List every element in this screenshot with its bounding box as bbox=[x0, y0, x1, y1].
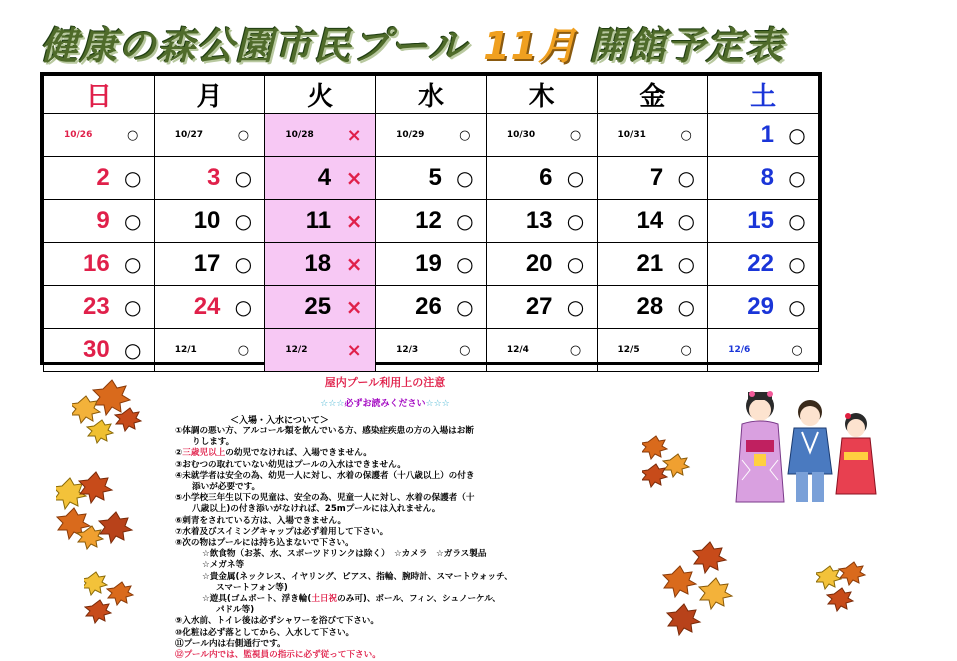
day-number: 9 bbox=[96, 207, 110, 234]
rules-section-title: ＜入場・入水について＞ bbox=[230, 416, 329, 426]
day-number: 14 bbox=[636, 207, 664, 234]
rule-line: ⑧次の物はプールには持ち込まないで下さい。 bbox=[175, 538, 354, 549]
calendar-day-cell bbox=[154, 157, 265, 200]
rule-text: ☆遊具(ゴムボート、浮き輪( bbox=[202, 594, 312, 605]
calendar-day-cell bbox=[154, 200, 265, 243]
rule-line: ⑨入水前、トイレ後は必ずシャワーを浴びて下さい。 bbox=[175, 616, 379, 627]
rule-line: ☆貴金属(ネックレス、イヤリング、ピアス、指輪、腕時計、スマートウォッチ、 bbox=[202, 571, 513, 582]
open-mark-icon: ○ bbox=[234, 252, 253, 276]
rule-text: ② bbox=[175, 448, 183, 459]
rule-text: の幼児でなければ、入場できません。 bbox=[225, 448, 372, 459]
day-number: 12 bbox=[415, 207, 442, 234]
rules-subheading bbox=[145, 396, 625, 409]
autumn-leaves-icon bbox=[84, 566, 144, 626]
calendar-day-cell bbox=[708, 329, 819, 372]
rule-line: りします。 bbox=[192, 437, 235, 448]
day-number: 5 bbox=[428, 164, 442, 191]
open-mark-icon: ○ bbox=[456, 166, 474, 190]
calendar-week-row bbox=[44, 157, 819, 200]
leaf-icon bbox=[72, 396, 100, 423]
children-kimono-icon bbox=[712, 382, 884, 514]
open-mark-icon: ○ bbox=[123, 166, 142, 190]
adjacent-month-date: 12/3 bbox=[396, 345, 419, 355]
calendar-day-cell bbox=[486, 200, 597, 243]
calendar-day-cell bbox=[44, 286, 155, 329]
day-number: 30 bbox=[83, 336, 110, 363]
calendar-day-cell bbox=[597, 286, 708, 329]
star-icon: ☆☆☆ bbox=[320, 399, 345, 409]
calendar-day-cell bbox=[376, 157, 487, 200]
day-number: 17 bbox=[193, 250, 221, 277]
day-number: 13 bbox=[525, 207, 553, 234]
open-mark-icon: ○ bbox=[566, 252, 585, 276]
closed-mark-icon: × bbox=[346, 339, 362, 361]
open-mark-icon: ○ bbox=[234, 209, 253, 233]
calendar-day-cell bbox=[376, 286, 487, 329]
rule-line: ①体調の悪い方、アルコール類を飲んでいる方、感染症疾患の方の入場はお断 bbox=[175, 426, 474, 436]
rule-line: ⑩化粧は必ず落としてから、入水して下さい。 bbox=[175, 627, 355, 638]
calendar-day-cell bbox=[44, 157, 155, 200]
calendar-day-cell bbox=[376, 114, 487, 157]
leaf-icon bbox=[84, 572, 107, 595]
leaf-icon bbox=[642, 464, 667, 487]
open-mark-icon: ○ bbox=[234, 166, 253, 190]
leaf-icon bbox=[93, 380, 130, 415]
calendar-day-cell bbox=[44, 200, 155, 243]
open-mark-icon: ○ bbox=[456, 295, 474, 319]
day-number: 21 bbox=[636, 250, 664, 277]
open-mark-icon: ○ bbox=[791, 342, 803, 358]
open-mark-icon: ○ bbox=[569, 342, 582, 358]
small-girl-figure bbox=[836, 413, 876, 494]
rule-line: パドル等) bbox=[216, 605, 255, 616]
open-mark-icon: ○ bbox=[677, 252, 695, 276]
calendar-week-row bbox=[44, 329, 819, 372]
calendar-week-row bbox=[44, 286, 819, 329]
boy-figure bbox=[788, 400, 832, 502]
open-mark-icon: ○ bbox=[677, 209, 695, 233]
weekday-header: 土 bbox=[708, 76, 819, 114]
calendar-day-cell bbox=[708, 200, 819, 243]
open-mark-icon: ○ bbox=[459, 342, 471, 358]
open-mark-icon: ○ bbox=[127, 127, 139, 143]
calendar-day-cell bbox=[265, 286, 376, 329]
leaf-icon bbox=[99, 512, 132, 543]
leaf-icon bbox=[663, 454, 689, 477]
open-mark-icon: ○ bbox=[788, 209, 806, 233]
adjacent-month-date: 10/30 bbox=[506, 130, 536, 140]
calendar-day-cell bbox=[597, 200, 708, 243]
adjacent-month-date: 12/5 bbox=[617, 345, 640, 355]
open-mark-icon: ○ bbox=[237, 342, 250, 358]
day-number: 8 bbox=[760, 164, 774, 191]
calendar bbox=[40, 72, 822, 365]
day-number: 18 bbox=[304, 250, 332, 277]
girl-figure bbox=[736, 391, 784, 502]
open-mark-icon: ○ bbox=[123, 209, 142, 233]
open-mark-icon: ○ bbox=[566, 209, 585, 233]
day-number: 20 bbox=[525, 250, 553, 277]
day-number: 11 bbox=[305, 207, 332, 234]
rules-subheading-text: 必ずお読みください bbox=[344, 399, 426, 409]
closed-mark-icon: × bbox=[346, 124, 362, 146]
calendar-day-cell bbox=[486, 329, 597, 372]
open-mark-icon: ○ bbox=[566, 166, 585, 190]
calendar-day-cell bbox=[154, 329, 265, 372]
leaf-icon bbox=[642, 436, 667, 459]
closed-mark-icon: × bbox=[345, 209, 363, 233]
leaf-icon bbox=[115, 408, 141, 431]
rule-line: 添いが必要です。 bbox=[192, 482, 261, 493]
day-number: 15 bbox=[747, 207, 774, 234]
autumn-leaves-icon bbox=[660, 538, 744, 642]
weekday-header: 金 bbox=[597, 76, 708, 114]
open-mark-icon: ○ bbox=[680, 342, 692, 358]
day-number: 16 bbox=[83, 250, 110, 277]
calendar-day-cell bbox=[708, 157, 819, 200]
day-number: 26 bbox=[415, 293, 442, 320]
calendar-body bbox=[44, 114, 819, 372]
day-number: 6 bbox=[539, 164, 553, 191]
weekday-header: 水 bbox=[376, 76, 487, 114]
autumn-leaves-icon bbox=[72, 376, 150, 444]
calendar-week-row bbox=[44, 200, 819, 243]
weekday-header: 月 bbox=[154, 76, 265, 114]
calendar-day-cell bbox=[44, 329, 155, 372]
rule-line: ⑤小学校三年生以下の児童は、安全の為、児童一人に対し、水着の保護者（十 bbox=[175, 493, 475, 504]
adjacent-month-date: 12/1 bbox=[174, 345, 197, 355]
weekday-header: 火 bbox=[265, 76, 376, 114]
open-mark-icon: ○ bbox=[456, 252, 474, 276]
calendar-day-cell bbox=[376, 243, 487, 286]
leaf-icon bbox=[839, 562, 865, 585]
day-number: 10 bbox=[193, 207, 221, 234]
pool-rules bbox=[175, 374, 625, 661]
day-number: 1 bbox=[760, 121, 774, 148]
rules-list bbox=[175, 426, 625, 661]
adjacent-month-date: 12/4 bbox=[506, 345, 529, 355]
calendar-day-cell bbox=[376, 329, 487, 372]
open-mark-icon: ○ bbox=[677, 295, 695, 319]
title-facility: 健康の森公園市民プール bbox=[40, 23, 468, 68]
open-mark-icon: ○ bbox=[680, 127, 692, 143]
day-number: 29 bbox=[747, 293, 774, 320]
calendar-day-cell bbox=[486, 286, 597, 329]
rule-line: 八歳以上)の付き添いがなければ、25mプールには入れません。 bbox=[192, 504, 441, 515]
open-mark-icon: ○ bbox=[459, 127, 471, 143]
leaf-icon bbox=[827, 588, 853, 611]
open-mark-icon: ○ bbox=[123, 252, 142, 276]
calendar-day-cell bbox=[376, 200, 487, 243]
open-mark-icon: ○ bbox=[788, 123, 806, 147]
rule-line: ⑥刺青をされている方は、入場できません。 bbox=[175, 515, 347, 526]
calendar-day-cell bbox=[265, 200, 376, 243]
rule-highlight: 土日祝 bbox=[311, 594, 338, 605]
rule-line: ☆メガネ等 bbox=[202, 560, 245, 571]
leaf-icon bbox=[699, 578, 732, 609]
rule-line: ⑪プール内は右側通行です。 bbox=[175, 638, 286, 649]
calendar-day-cell bbox=[597, 243, 708, 286]
open-mark-icon: ○ bbox=[677, 166, 695, 190]
title-month: 11月 bbox=[483, 23, 577, 68]
adjacent-month-date: 10/26 bbox=[64, 130, 93, 140]
leaf-icon bbox=[663, 566, 696, 597]
rule-line: ③おむつの取れていない幼児はプールの入水はできません。 bbox=[175, 459, 406, 470]
day-number: 23 bbox=[83, 293, 110, 320]
calendar-day-cell bbox=[265, 114, 376, 157]
autumn-leaves-icon bbox=[642, 430, 702, 490]
rule-text: のみ可)、ボール、フィン、シュノーケル、 bbox=[337, 594, 501, 605]
calendar-day-cell bbox=[708, 286, 819, 329]
rules-heading: 屋内プール利用上の注意 bbox=[324, 376, 446, 389]
open-mark-icon: ○ bbox=[788, 166, 806, 190]
day-number: 24 bbox=[193, 293, 221, 320]
rule-line: ⑫プール内では、監視員の指示に必ず従って下さい。 bbox=[175, 650, 381, 661]
leaf-icon bbox=[816, 566, 841, 589]
calendar-day-cell bbox=[154, 114, 265, 157]
weekday-header: 日 bbox=[44, 76, 155, 114]
calendar-day-cell bbox=[265, 329, 376, 372]
leaf-icon bbox=[667, 604, 700, 635]
leaf-icon bbox=[79, 472, 112, 503]
open-mark-icon: ○ bbox=[234, 295, 253, 319]
adjacent-month-date: 12/6 bbox=[728, 345, 751, 355]
leaf-icon bbox=[85, 600, 111, 623]
calendar-day-cell bbox=[265, 157, 376, 200]
rule-line bbox=[175, 594, 625, 605]
weekday-header-row bbox=[44, 76, 819, 114]
calendar-day-cell bbox=[154, 243, 265, 286]
open-mark-icon: ○ bbox=[123, 295, 142, 319]
calendar-day-cell bbox=[44, 243, 155, 286]
rule-line: ☆飲食物（お茶、水、スポーツドリンクは除く） ☆カメラ ☆ガラス製品 bbox=[202, 549, 487, 560]
weekday-header: 木 bbox=[486, 76, 597, 114]
open-mark-icon: ○ bbox=[237, 127, 250, 143]
closed-mark-icon: × bbox=[345, 166, 363, 190]
day-number: 7 bbox=[649, 164, 664, 191]
day-number: 25 bbox=[304, 293, 332, 320]
calendar-day-cell bbox=[597, 157, 708, 200]
calendar-day-cell bbox=[486, 157, 597, 200]
open-mark-icon: ○ bbox=[123, 338, 142, 362]
calendar-table bbox=[43, 75, 819, 372]
calendar-day-cell bbox=[597, 329, 708, 372]
calendar-week-row bbox=[44, 114, 819, 157]
day-number: 27 bbox=[525, 293, 553, 320]
day-number: 19 bbox=[415, 250, 442, 277]
rule-line: スマートフォン等) bbox=[216, 582, 288, 593]
open-mark-icon: ○ bbox=[456, 209, 474, 233]
leaf-icon bbox=[87, 420, 113, 443]
adjacent-month-date: 10/28 bbox=[285, 130, 314, 140]
day-number: 22 bbox=[747, 250, 774, 277]
rule-highlight: 三歳児以上 bbox=[182, 448, 226, 459]
calendar-day-cell bbox=[708, 243, 819, 286]
calendar-day-cell bbox=[486, 114, 597, 157]
day-number: 4 bbox=[317, 164, 332, 191]
leaf-icon bbox=[693, 542, 726, 573]
calendar-day-cell bbox=[486, 243, 597, 286]
closed-mark-icon: × bbox=[345, 252, 363, 276]
open-mark-icon: ○ bbox=[569, 127, 582, 143]
rule-line: ⑦水着及びスイミングキャップは必ず着用して下さい。 bbox=[175, 526, 389, 537]
rule-line bbox=[175, 448, 625, 459]
rule-line: ④未就学者は安全の為、幼児一人に対し、水着の保護者（十八歳以上）の付き bbox=[175, 470, 475, 481]
calendar-day-cell bbox=[597, 114, 708, 157]
autumn-leaves-icon bbox=[816, 558, 876, 616]
leaf-icon bbox=[107, 582, 133, 605]
calendar-day-cell bbox=[265, 243, 376, 286]
day-number: 3 bbox=[207, 164, 221, 191]
closed-mark-icon: × bbox=[345, 295, 363, 319]
adjacent-month-date: 10/31 bbox=[617, 130, 646, 140]
adjacent-month-date: 12/2 bbox=[285, 345, 308, 355]
calendar-day-cell bbox=[154, 286, 265, 329]
adjacent-month-date: 10/27 bbox=[174, 130, 204, 140]
open-mark-icon: ○ bbox=[788, 295, 806, 319]
star-icon: ☆☆☆ bbox=[425, 399, 450, 409]
autumn-leaves-icon bbox=[56, 468, 138, 552]
calendar-day-cell bbox=[44, 114, 155, 157]
calendar-week-row bbox=[44, 243, 819, 286]
title-schedule: 開館予定表 bbox=[589, 23, 785, 68]
open-mark-icon: ○ bbox=[566, 295, 585, 319]
day-number: 28 bbox=[636, 293, 664, 320]
calendar-day-cell bbox=[708, 114, 819, 157]
page-title bbox=[40, 16, 784, 68]
day-number: 2 bbox=[96, 164, 110, 191]
adjacent-month-date: 10/29 bbox=[396, 130, 425, 140]
open-mark-icon: ○ bbox=[788, 252, 806, 276]
